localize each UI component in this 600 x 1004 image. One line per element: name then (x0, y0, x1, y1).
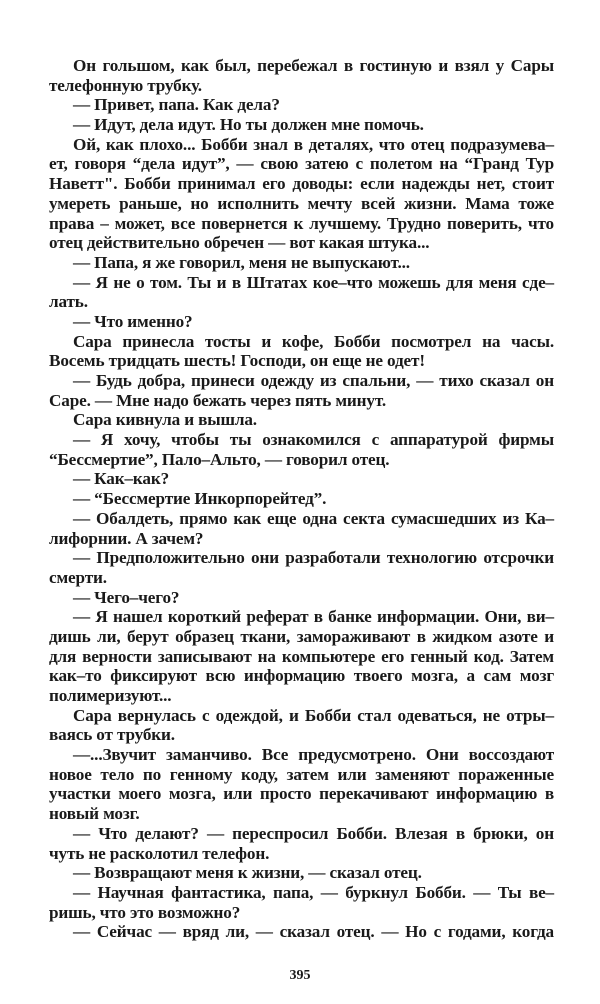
paragraph (49, 607, 554, 705)
text-line: — Как–как? (73, 469, 170, 489)
paragraph (49, 469, 554, 489)
paragraph (49, 863, 554, 883)
paragraph (49, 253, 554, 273)
text-line: — Я хочу, чтобы ты ознакомился с аппаратурой фирмы (73, 430, 554, 450)
text-line: участки моего мозга, или просто перекачивают информацию в (49, 784, 554, 804)
page-body-text (49, 56, 554, 942)
paragraph (49, 95, 554, 115)
text-line: “Бессмертие”, Пало–Альто, — говорил отец. (49, 449, 390, 469)
paragraph (49, 745, 554, 824)
text-line: Восемь тридцать шесть! Господи, он еще не одет! (49, 351, 425, 371)
text-line: Саре. — Мне надо бежать через пять минут. (49, 390, 386, 410)
text-line: — “Бессмертие Инкорпорейтед”. (73, 489, 327, 509)
text-line: телефонную трубку. (49, 75, 202, 95)
paragraph (49, 115, 554, 135)
text-line: для верности записывают на компьютере его генный код. Затем (49, 646, 554, 666)
text-line: — Папа, я же говорил, меня не выпускают... (73, 252, 410, 272)
paragraph (49, 588, 554, 608)
text-line: — Идут, дела идут. Но ты должен мне помочь. (73, 115, 424, 135)
text-line: — Я не о том. Ты и в Штатах кое–что можешь для меня сде– (73, 272, 554, 292)
text-line: Сара кивнула и вышла. (73, 410, 257, 430)
text-line: Сара вернулась с одеждой, и Бобби стал одеваться, не отры– (73, 705, 554, 725)
paragraph (49, 430, 554, 469)
text-line: — Научная фантастика, папа, — буркнул Бобби. — Ты ве– (73, 882, 554, 902)
text-line: дишь ли, берут образец ткани, замораживают в жидком азоте и (49, 626, 554, 646)
text-line: — Предположительно они разработали технологию отсрочки (73, 548, 554, 568)
text-line: — Что именно? (73, 311, 193, 331)
text-line: — Привет, папа. Как дела? (73, 95, 280, 115)
paragraph (49, 489, 554, 509)
text-line: новое тело по генному коду, затем или заменяют пораженные (49, 764, 554, 784)
text-line: новый мозг. (49, 804, 140, 824)
text-line: ваясь от трубки. (49, 725, 175, 745)
text-line: Он гольшом, как был, перебежал в гостиную и взял у Сары (73, 56, 554, 75)
text-line: смерти. (49, 567, 107, 587)
paragraph (49, 56, 554, 95)
text-line: ет, говоря “дела идут”, — свою затею с полетом на “Гранд Тур (49, 154, 554, 174)
text-line: лифорнии. А зачем? (49, 528, 204, 548)
page-number: 395 (289, 968, 311, 983)
paragraph (49, 548, 554, 587)
paragraph (49, 509, 554, 548)
paragraph (49, 273, 554, 312)
text-line: как–то фиксируют всю информацию твоего мозга, а сам мозг (49, 666, 554, 686)
text-line: лать. (49, 292, 88, 312)
text-line: — Возвращают меня к жизни, — сказал отец. (73, 863, 422, 883)
text-line: — Что делают? — переспросил Бобби. Влезая в брюки, он (73, 823, 554, 843)
text-line: права – может, все повернется к лучшему. Трудно поверить, что (49, 213, 554, 233)
text-line: чуть не расколотил телефон. (49, 843, 270, 863)
text-line: — Я нашел короткий реферат в банке информации. Они, ви– (73, 607, 554, 627)
text-line: Ой, как плохо... Бобби знал в деталях, что отец подразумева– (73, 134, 554, 154)
text-line: Сара принесла тосты и кофе, Бобби посмотрел на часы. (73, 331, 554, 351)
paragraph (49, 312, 554, 332)
text-line: ришь, что это возможно? (49, 902, 241, 922)
paragraph (49, 922, 554, 942)
text-line: — Будь добра, принеси одежду из спальни, — тихо сказал он (73, 371, 554, 390)
text-line: отец действительно обречен — вот какая штука... (49, 233, 430, 253)
paragraph (49, 824, 554, 863)
text-line: — Обалдеть, прямо как еще одна секта сумасшедших из Ка– (73, 508, 554, 528)
paragraph (49, 706, 554, 745)
text-line: — Чего–чего? (73, 587, 180, 607)
text-line: — Сейчас — вряд ли, — сказал отец. — Но с годами, когда (73, 922, 554, 942)
text-line: Наветт". Бобби принимал его доводы: если надежды нет, стоит (49, 174, 554, 194)
paragraph (49, 135, 554, 253)
paragraph (49, 371, 554, 410)
paragraph (49, 410, 554, 430)
text-line: умереть раньше, но исполнить мечту всей жизни. Мама тоже (49, 193, 554, 213)
text-line: полимеризуют... (49, 686, 172, 705)
paragraph (49, 332, 554, 371)
paragraph (49, 883, 554, 922)
text-line: —...Звучит заманчиво. Все предусмотрено. Они воссоздают (73, 745, 554, 765)
